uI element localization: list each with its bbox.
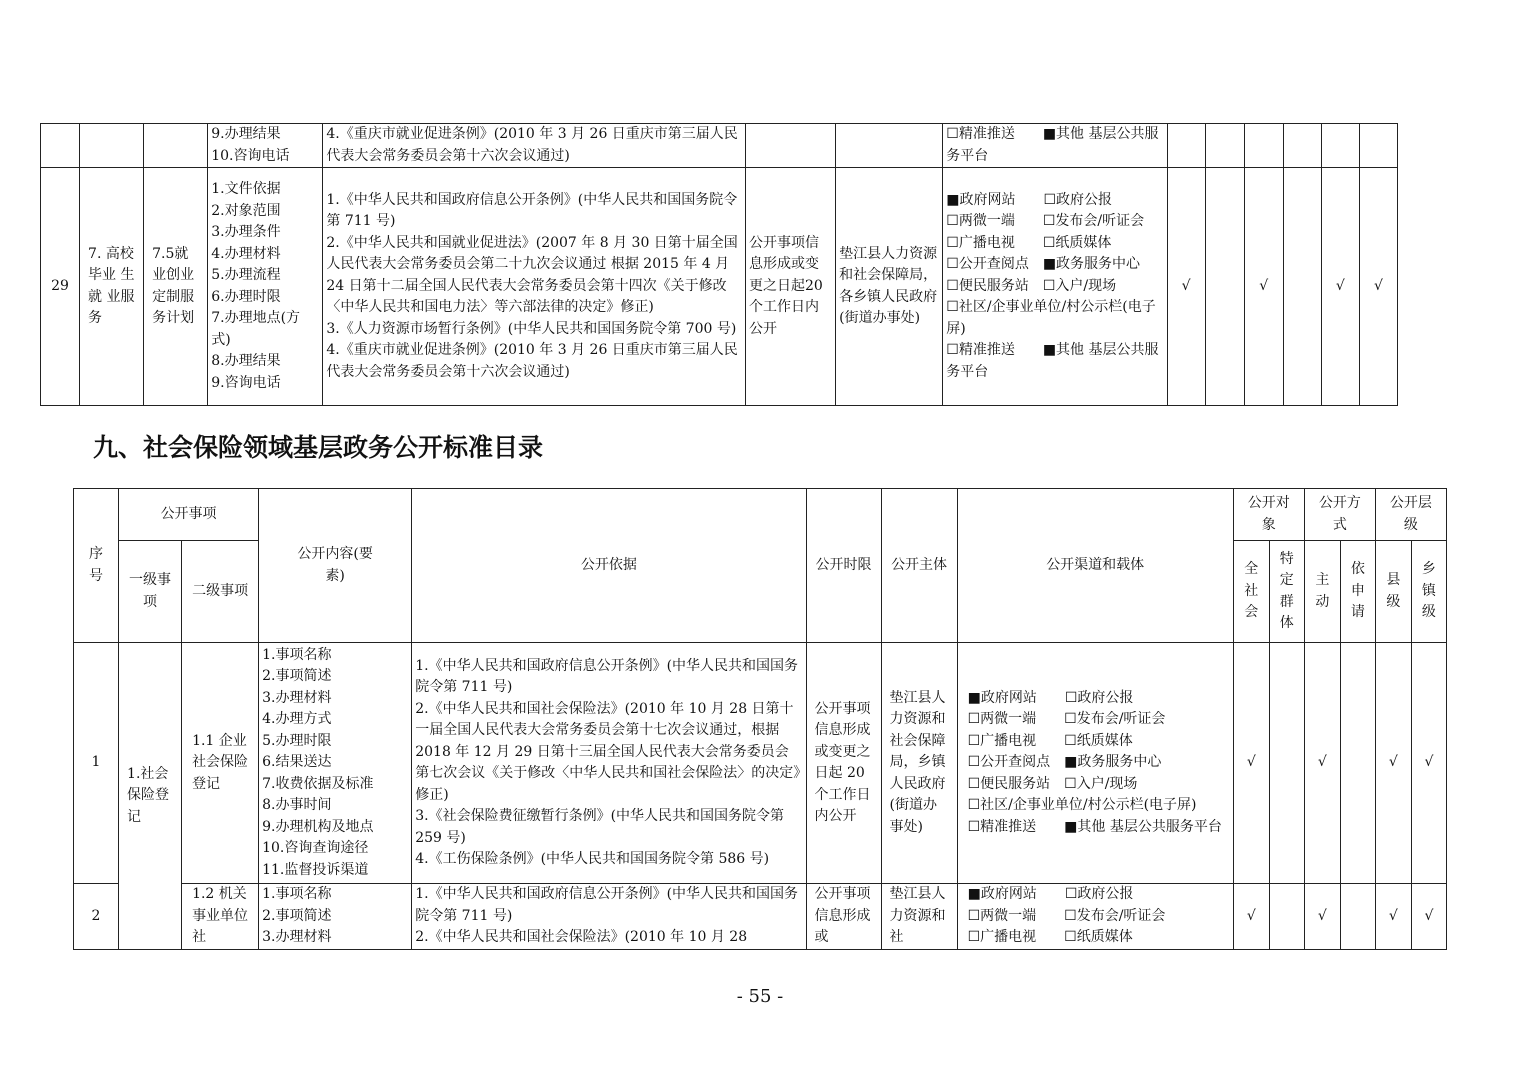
cell-check-township xyxy=(1359,124,1397,168)
cell-check-active: √ xyxy=(1244,168,1283,406)
cell-basis: 1.《中华人民共和国政府信息公开条例》(中华人民共和国国务院令第 711 号) 2.《中华人民共和国社会保险法》(2010 年 10 月 28 xyxy=(412,884,806,950)
cell-content: 1.事项名称 2.事项简述 3.办理材料 4.办理方式 5.办理时限 6.结果送达 7.收费依据及标准 8.办事时间 9.办理机构及地点 10.咨询查询途径 11.监督投诉渠道 xyxy=(259,643,412,884)
cell-check-request xyxy=(1340,643,1375,884)
cell-check-group xyxy=(1269,884,1304,950)
cell-time: 公开事项信息形成或 xyxy=(806,884,881,950)
cell-channels: ☐精准推送 ■其他 基层公共服务平台 xyxy=(943,124,1167,168)
cell-check-township: √ xyxy=(1359,168,1397,406)
cell-check-all xyxy=(1167,124,1205,168)
cell-subject: 垫江县人力资源和社会保障局，各乡镇人民政府(街道办事处) xyxy=(836,168,943,406)
header-items: 公开事项 xyxy=(119,489,259,541)
cell-level2: 7.5就业创业定制服务计划 xyxy=(144,168,208,406)
header-specific-group: 特定群体 xyxy=(1269,541,1304,643)
cell-basis: 4.《重庆市就业促进条例》(2010 年 3 月 26 日重庆市第三届人民代表大会常务委员会第十六次会议通过) xyxy=(323,124,746,168)
cell-content: 1.文件依据 2.对象范围 3.办理条件 4.办理材料 5.办理流程 6.办理时限 7.办理地点(方式) 8.办理结果 9.咨询电话 xyxy=(208,168,323,406)
page-number: - 55 - xyxy=(736,986,784,1007)
header-time: 公开时限 xyxy=(806,489,881,643)
cell-subject: 垫江县人力资源和社 xyxy=(881,884,957,950)
header-method: 公开方式 xyxy=(1304,489,1375,541)
cell-channels: ■政府网站 ☐政府公报 ☐两微一端 ☐发布会/听证会 ☐广播电视 ☐纸质媒体 xyxy=(957,884,1233,950)
cell-check-request xyxy=(1283,124,1321,168)
section-heading: 九、社会保险领域基层政务公开标准目录 xyxy=(93,433,544,462)
cell-check-county: √ xyxy=(1375,643,1411,884)
table-header-row xyxy=(74,489,1447,541)
cell-no: 1 xyxy=(74,643,119,884)
cell-check-active xyxy=(1244,124,1283,168)
header-all-society: 全社会 xyxy=(1233,541,1269,643)
header-township: 乡镇级 xyxy=(1411,541,1446,643)
cell-channels: ■政府网站 ☐政府公报 ☐两微一端 ☐发布会/听证会 ☐广播电视 ☐纸质媒体 ☐公开查阅点 ■政务服务中心 ☐便民服务站 ☐入户/现场 ☐社区/企事业单位/村公示栏(电子屏) ☐精准推送 ■其他 基层公共服务平台 xyxy=(957,643,1233,884)
cell-level1 xyxy=(80,124,144,168)
table-row xyxy=(41,124,1398,168)
cell-check-all: √ xyxy=(1233,643,1269,884)
cell-check-group xyxy=(1205,168,1244,406)
cell-level2: 1.2 机关事业单位社 xyxy=(182,884,259,950)
cell-basis: 1.《中华人民共和国政府信息公开条例》(中华人民共和国国务院令第 711 号) 2.《中华人民共和国社会保险法》(2010 年 10 月 28 日第十一届全国人民代表大会常务委员会第十七次会议通过，根据 2018 年 12 月 29 日第十三届全国人民代表大会常务委员会第七次会议《关于修改〈中华人民共和国社会保险法〉的决定》修正) 3.《社会保险费征缴暂行条例》(中华人民共和国国务院令第 259 号) 4.《工伤保险条例》(中华人民共和国国务院令第 586 号) xyxy=(412,643,806,884)
cell-check-group xyxy=(1205,124,1244,168)
table-social-insurance xyxy=(73,488,1447,950)
header-level: 公开层级 xyxy=(1375,489,1446,541)
header-county: 县级 xyxy=(1375,541,1411,643)
cell-check-township: √ xyxy=(1411,643,1446,884)
header-subject: 公开主体 xyxy=(881,489,957,643)
cell-check-request xyxy=(1283,168,1321,406)
cell-level1: 7. 高校 毕业 生就 业服务 xyxy=(80,168,144,406)
cell-check-county: √ xyxy=(1321,168,1359,406)
cell-check-group xyxy=(1269,643,1304,884)
cell-level2 xyxy=(144,124,208,168)
cell-time xyxy=(746,124,836,168)
cell-content: 9.办理结果 10.咨询电话 xyxy=(208,124,323,168)
cell-level1: 1.社会保险登记 xyxy=(119,643,182,950)
cell-check-township: √ xyxy=(1411,884,1446,950)
cell-no: 2 xyxy=(74,884,119,950)
cell-subject: 垫江县人力资源和社会保障局，乡镇人民政府(街道办事处) xyxy=(881,643,957,884)
cell-check-all: √ xyxy=(1233,884,1269,950)
cell-check-active: √ xyxy=(1304,884,1340,950)
cell-time: 公开事项信息形成或变更之日起 20 个工作日内公开 xyxy=(806,643,881,884)
header-no: 序号 xyxy=(74,489,119,643)
table-continued xyxy=(40,123,1398,406)
cell-check-county: √ xyxy=(1375,884,1411,950)
cell-check-all: √ xyxy=(1167,168,1205,406)
header-level1: 一级事项 xyxy=(119,541,182,643)
cell-no xyxy=(41,124,80,168)
cell-time: 公开事项信息形成或变更之日起20个工作日内公开 xyxy=(746,168,836,406)
header-content: 公开内容(要素) xyxy=(259,489,412,643)
cell-basis: 1.《中华人民共和国政府信息公开条例》(中华人民共和国国务院令第 711 号) 2.《中华人民共和国就业促进法》(2007 年 8 月 30 日第十届全国人民代表大会常务委员会第二十九次会议通过 根据 2015 年 4 月 24 日第十二届全国人民代表大会常务委员会第十四次《关于修改〈中华人民共和国电力法〉等六部法律的决定》修正) 3.《人力资源市场暂行条例》(中华人民共和国国务院令第 700 号) 4.《重庆市就业促进条例》(2010 年 3 月 26 日重庆市第三届人民代表大会常务委员会第十六次会议通过) xyxy=(323,168,746,406)
table-row xyxy=(74,884,1447,950)
header-by-request: 依申请 xyxy=(1340,541,1375,643)
cell-channels: ■政府网站 ☐政府公报 ☐两微一端 ☐发布会/听证会 ☐广播电视 ☐纸质媒体 ☐公开查阅点 ■政务服务中心 ☐便民服务站 ☐入户/现场 ☐社区/企事业单位/村公示栏(电子屏) ☐精准推送 ■其他 基层公共服务平台 xyxy=(943,168,1167,406)
cell-no: 29 xyxy=(41,168,80,406)
header-basis: 公开依据 xyxy=(412,489,806,643)
cell-check-active: √ xyxy=(1304,643,1340,884)
cell-check-request xyxy=(1340,884,1375,950)
header-channels: 公开渠道和载体 xyxy=(957,489,1233,643)
table-row xyxy=(41,168,1398,406)
header-level2: 二级事项 xyxy=(182,541,259,643)
cell-check-county xyxy=(1321,124,1359,168)
cell-content: 1.事项名称 2.事项简述 3.办理材料 xyxy=(259,884,412,950)
header-active: 主动 xyxy=(1304,541,1340,643)
cell-level2: 1.1 企业社会保险登记 xyxy=(182,643,259,884)
cell-subject xyxy=(836,124,943,168)
header-target: 公开对象 xyxy=(1233,489,1304,541)
table-row xyxy=(74,643,1447,884)
